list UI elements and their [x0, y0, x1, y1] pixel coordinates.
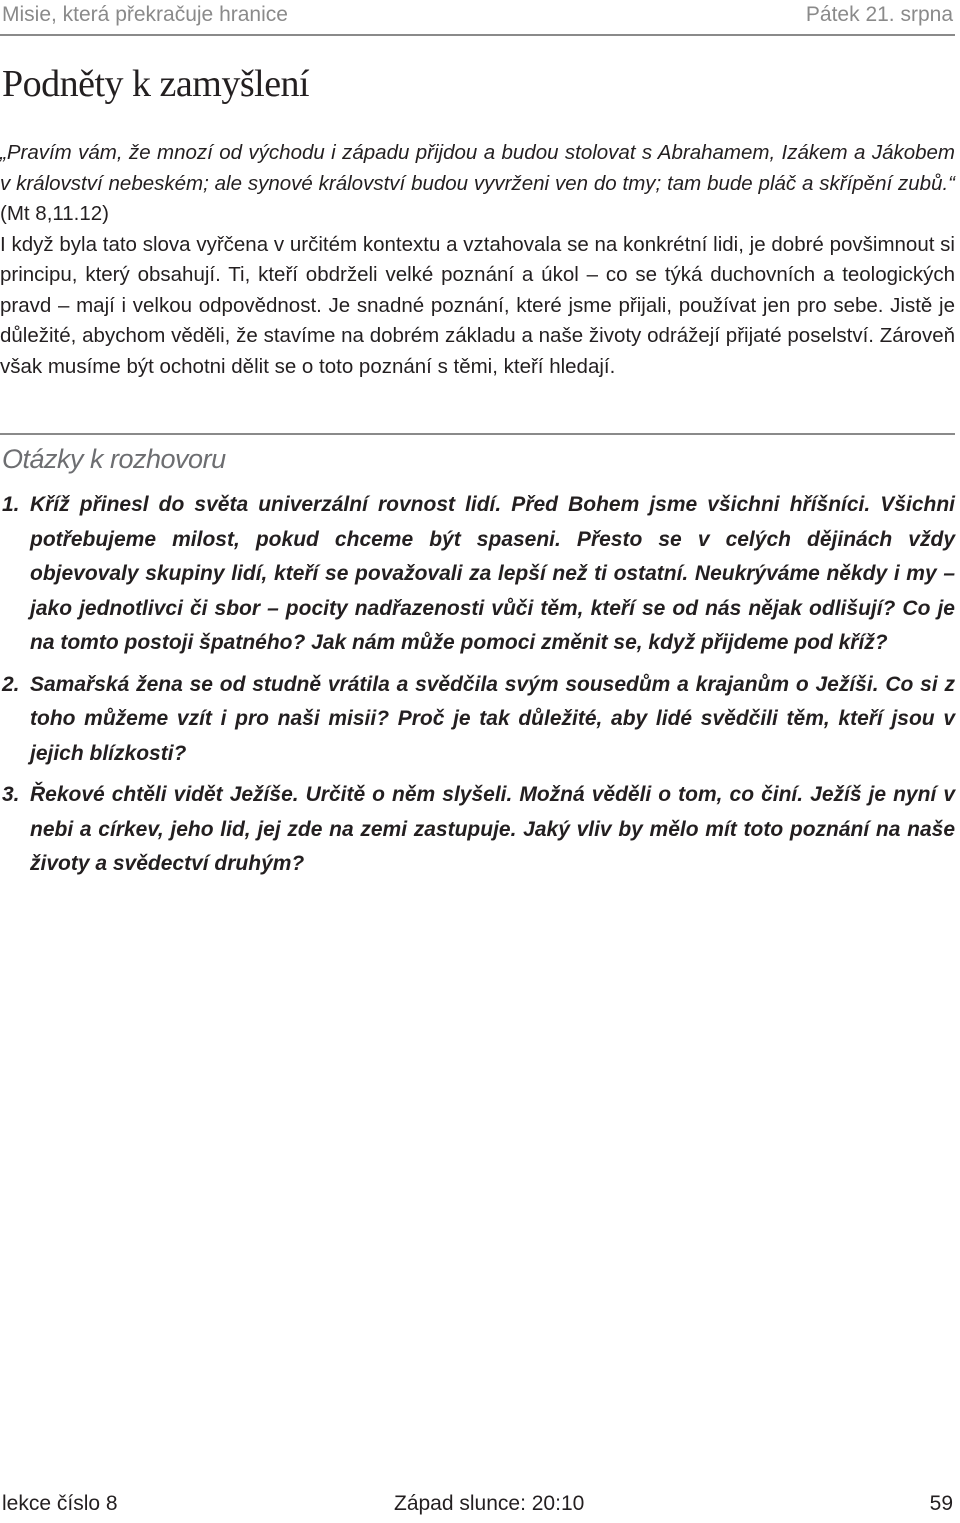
question-number: 3. — [2, 783, 20, 806]
quote-text: „Pravím vám, že mnozí od východu i západu přijdou a budou stolovat s Abrahamem, Izákem a Jákobem v království nebeském; ale synové království budou vyvrženi ven do tmy; tam bude pláč a skřípění zubů.“ — [0, 141, 955, 195]
reflection-paragraph: I když byla tato slova vyřčena v určitém kontextu a vztahovala se na konkrétní lidi, je dobré povšimnout si principu, který obsahují. Ti, kteří obdrželi velké poznání a úkol – co se týká duchovních a teologických pravd – mají i velkou odpovědnost. Je snadné poznání, které jsme přijali, používat jen pro sebe. Jistě je důležité, abychom věděli, že stavíme na dobrém základu a naše životy odrážejí přijaté poselství. Zároveň však musíme být ochotni dělit se o toto poznání s těmi, kteří hledají. — [0, 232, 955, 378]
header-book-title: Misie, která překračuje hranice — [2, 3, 288, 26]
questions-list — [0, 488, 955, 889]
question-text: Řekové chtěli vidět Ježíše. Určitě o něm slyšeli. Možná věděli o tom, co činí. Ježíš je nyní v nebi a církev, jeho lid, jej zde na zemi zastupuje. Jaký vliv by mělo mít toto poznání na naše životy a svědectví druhým? — [30, 783, 955, 875]
page-title: Podněty k zamyšlení — [2, 63, 310, 105]
bible-quote — [0, 138, 955, 230]
footer-page-number: 59 — [929, 1492, 953, 1515]
question-number: 1. — [2, 493, 20, 516]
section-divider — [0, 433, 955, 435]
footer-lesson-number: lekce číslo 8 — [2, 1492, 118, 1515]
section-title: Otázky k rozhovoru — [2, 444, 226, 474]
page-header — [0, 0, 955, 36]
question-text: Samařská žena se od studně vrátila a svědčila svým sousedům a krajanům o Ježíši. Co si z toho můžeme vzít i pro naši misii? Proč je tak důležité, aby lidé svědčili těm, kteří jsou v jejich blízkosti? — [30, 672, 955, 765]
header-date: Pátek 21. srpna — [805, 3, 953, 26]
footer-sunset-time: Západ slunce: 20:10 — [394, 1492, 585, 1515]
question-item — [0, 668, 955, 772]
quote-reference: (Mt 8,11.12) — [0, 202, 109, 225]
question-item — [0, 488, 955, 661]
page-footer — [0, 1490, 955, 1520]
reflection-section — [0, 138, 955, 382]
question-text: Kříž přinesl do světa univerzální rovnost lidí. Před Bohem jsme všichni hříšníci. Všichni potřebujeme milost, pokud chceme být spaseni. Přesto se v celých dějinách vždy objevovaly skupiny lidí, kteří se považovali za lepší než ti ostatní. Neukrýváme někdy i my – jako jednotlivci či sbor – pocity nadřazenosti vůči těm, kteří se od nás nějak odlišují? Co je na tomto postoji špatného? Jak nám může pomoci změnit se, když přijdeme pod kříž? — [30, 493, 955, 654]
question-number: 2. — [2, 672, 20, 696]
question-item — [0, 778, 955, 882]
